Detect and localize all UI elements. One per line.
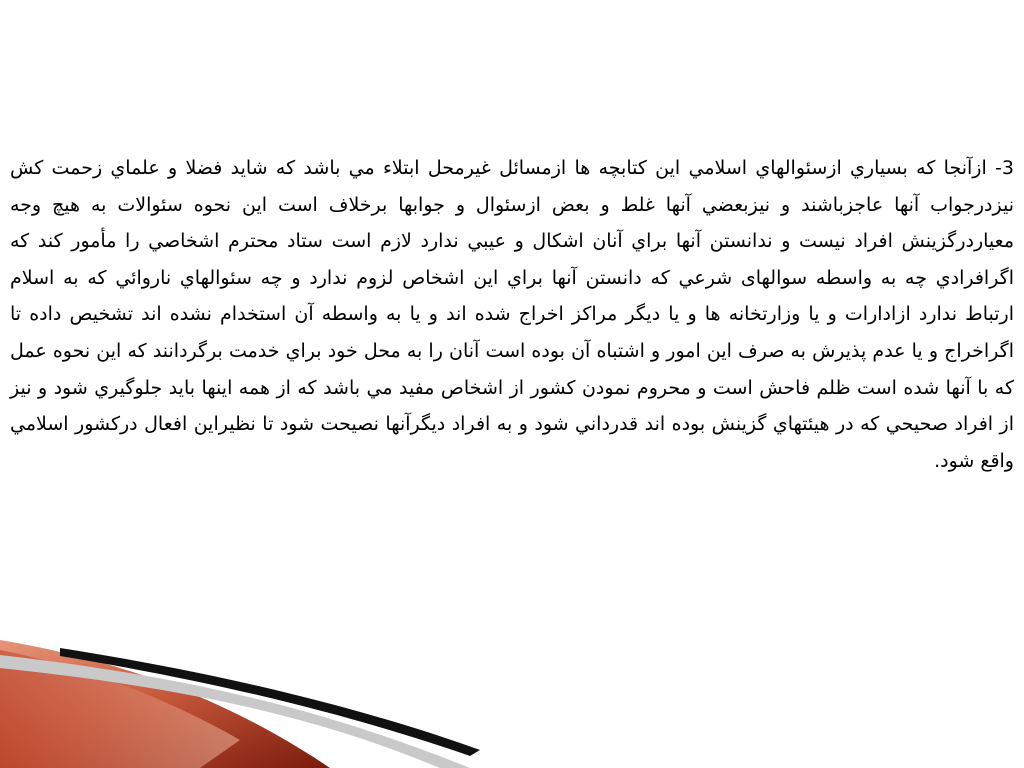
- paragraph-number: 3-: [995, 157, 1014, 179]
- paragraph-text: ازآنجا كه بسياري ازسئوالهاي اسلامي اين كتابچه ها ازمسائل غيرمحل ابتلاء مي باشد كه شايد فضلا و علماي زحمت كش نيزدرجواب آنها عاجزباشند و نيزبعضي آنها غلط و بعض ازسئوال و جوابها برخلاف است اين نحوه سئوالات به هيچ وجه معياردرگزينش افراد نيست و ندانستن آنها براي آنان اشكال و عيبي ندارد لازم است ستاد محترم اشخاصي را مأمور كند كه اگرافرادي چه به واسطه سوالهای شرعي كه دانستن آنها براي اين اشخاص لزوم ندارد و چه سئوالهاي ناروائي كه به اسلام ارتباط ندارد ازادارات و يا وزارتخانه ها و يا ديگر مراكز اخراج شده اند و يا به واسطه آن استخدام نشده اند تشخيص داده تا اگراخراج و يا عدم پذيرش به صرف اين امور و اشتباه آن بوده است آنان را به محل خود براي خدمت برگردانند كه اين نحوه عمل كه با آنها شده است ظلم فاحش است و محروم نمودن كشور از اشخاص مفيد مي باشد كه از همه اينها بايد جلوگيري شود و نيز از افراد صحيحي كه در هيئتهاي گزينش بوده اند قدرداني شود و به افراد ديگرآنها نصيحت شود تا نظيراين افعال دركشور اسلامي واقع شود.: [10, 157, 1014, 472]
- body-paragraph: [10, 150, 1014, 479]
